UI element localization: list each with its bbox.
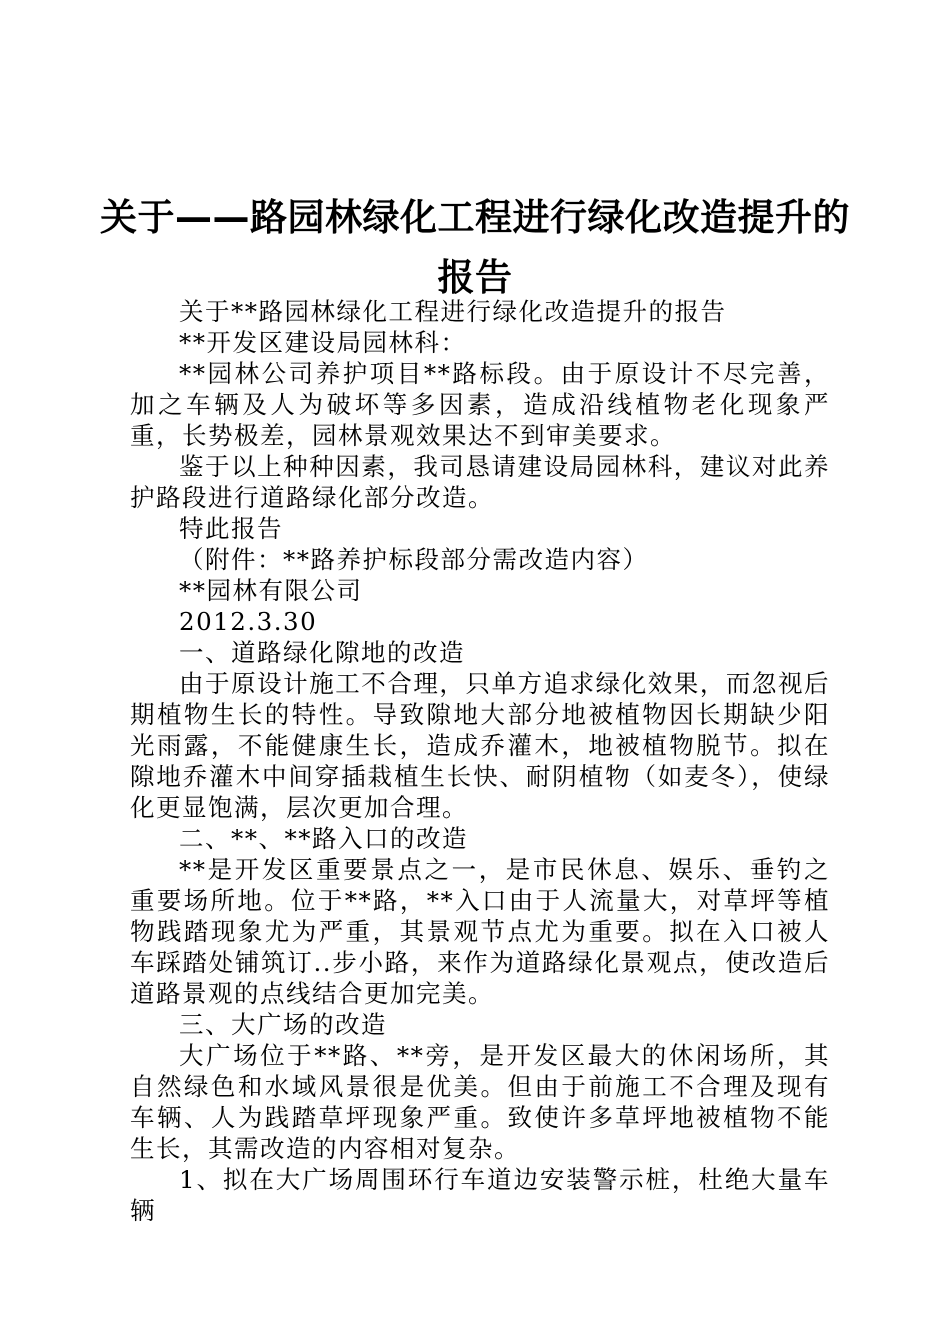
paragraph-closing: 特此报告 [179, 514, 283, 543]
section-body-1: 由于原设计施工不合理，只单方追求绿化效果，而忽视后期植物生长的特性。导致隙地大部分地被植物因长期缺少阳光雨露，不能健康生长，造成乔灌木，地被植物脱节。拟在隙地乔灌木中间穿插栽植生长快、耐阴植物（如麦冬），使绿化更显饱满，层次更加合理。 [130, 669, 830, 822]
section-item-1: 1、拟在大广场周围环行车道边安装警示桩，杜绝大量车辆 [130, 1165, 830, 1225]
paragraph-recipient: **开发区建设局园林科： [179, 328, 467, 357]
document-title-line-1: 关于——路园林绿化工程进行绿化改造提升的 [100, 196, 850, 239]
paragraph-signature: **园林有限公司 [179, 576, 363, 605]
paragraph-subject: 关于**路园林绿化工程进行绿化改造提升的报告 [179, 297, 727, 326]
section-heading-1: 一、道路绿化隙地的改造 [179, 638, 465, 667]
document-body [130, 296, 830, 1226]
paragraph-background: **园林公司养护项目**路标段。由于原设计不尽完善，加之车辆及人为破坏等多因素，造成沿线植物老化现象严重，长势极差，园林景观效果达不到审美要求。 [130, 359, 830, 450]
section-body-3: 大广场位于**路、**旁，是开发区最大的休闲场所，其自然绿色和水域风景很是优美。但由于前施工不合理及现有车辆、人为践踏草坪现象严重。致使许多草坪地被植物不能生长，其需改造的内容相对复杂。 [130, 1041, 830, 1163]
section-body-2: **是开发区重要景点之一，是市民休息、娱乐、垂钓之重要场所地。位于**路，**入口由于人流量大，对草坪等植物践踏现象尤为严重，其景观节点尤为重要。拟在入口被人车踩踏处铺筑订..步小路，来作为道路绿化景观点，使改造后道路景观的点线结合更加完美。 [130, 855, 830, 1008]
section-heading-2: 二、**、**路入口的改造 [179, 824, 468, 853]
paragraph-date: 2012.3.30 [179, 607, 318, 636]
paragraph-attachment: （附件：**路养护标段部分需改造内容） [179, 545, 649, 574]
document-title-line-2: 报告 [437, 256, 513, 299]
paragraph-request: 鉴于以上种种因素，我司恳请建设局园林科，建议对此养护路段进行道路绿化部分改造。 [130, 452, 830, 512]
section-heading-3: 三、大广场的改造 [179, 1010, 387, 1039]
